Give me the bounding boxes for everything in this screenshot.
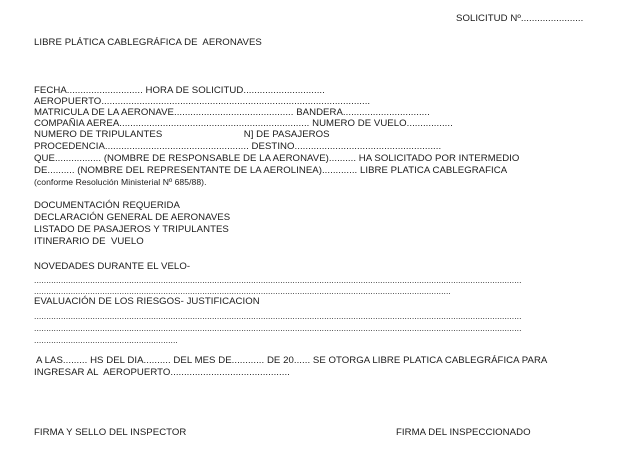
otorga-line: A LAS......... HS DEL DIA.......... DEL MES DE............ DE 20...... SE OTORGA LIBRE PLATICA CABLEGRÁFICA PARA [36,355,548,366]
evaluacion-heading: EVALUACIÓN DE LOS RIESGOS- JUSTIFICACION [34,296,260,307]
documentacion-item: ITINERARIO DE VUELO [34,236,144,247]
novedades-dotted-line: ........................................................................................................................................................................... [34,286,451,296]
documentacion-heading: DOCUMENTACIÓN REQUERIDA [34,200,180,211]
evaluacion-dotted-line: ........................................................................................................................................................................................................ [34,311,522,321]
procedencia-destino-line: PROCEDENCIA..................................................... DESTINO...................................................... [34,141,442,152]
fecha-hora-line: FECHA............................ HORA DE SOLICITUD.............................. [34,85,325,96]
representante-line: DE.......... (NOMBRE DEL REPRESENTANTE DE LA AEROLINEA)............. LIBRE PLATICA CABLEGRAFICA [34,165,508,176]
document-title: LIBRE PLÁTICA CABLEGRÁFICA DE AERONAVES [34,37,262,48]
novedades-dotted-line: ........................................................................................................................................................................................................ [34,275,522,285]
novedades-heading: NOVEDADES DURANTE EL VELO- [34,261,191,272]
ingresar-line: INGRESAR AL AEROPUERTO............................................ [34,367,290,378]
evaluacion-dotted-line: ........................................................... [34,335,178,345]
evaluacion-dotted-line: ........................................................................................................................................................................................................ [34,323,522,333]
responsable-line: QUE................. (NOMBRE DE RESPONSABLE DE LA AERONAVE).......... HA SOLICITADO POR INTERMEDIO [34,153,520,164]
documentacion-item: DECLARACIÓN GENERAL DE AERONAVES [34,212,231,223]
inspeccionado-signature-label: FIRMA DEL INSPECCIONADO [396,427,531,438]
matricula-bandera-line: MATRICULA DE LA AERONAVE............................................ BANDERA................................ [34,107,430,118]
compania-vuelo-line: COMPAÑIA AEREA...................................................................... NUMERO DE VUELO................. [34,118,453,129]
tripulantes-pasajeros-line: NUMERO DE TRIPULANTES N] DE PASAJEROS [34,129,330,140]
inspector-signature-label: FIRMA Y SELLO DEL INSPECTOR [34,427,187,438]
solicitud-number: SOLICITUD Nº....................... [456,13,584,24]
aeropuerto-line: AEROPUERTO................................................................................................... [34,96,371,107]
documentacion-item: LISTADO DE PASAJEROS Y TRIPULANTES [34,224,229,235]
resolucion-note: (conforme Resolución Ministerial Nº 685/88). [34,177,207,187]
